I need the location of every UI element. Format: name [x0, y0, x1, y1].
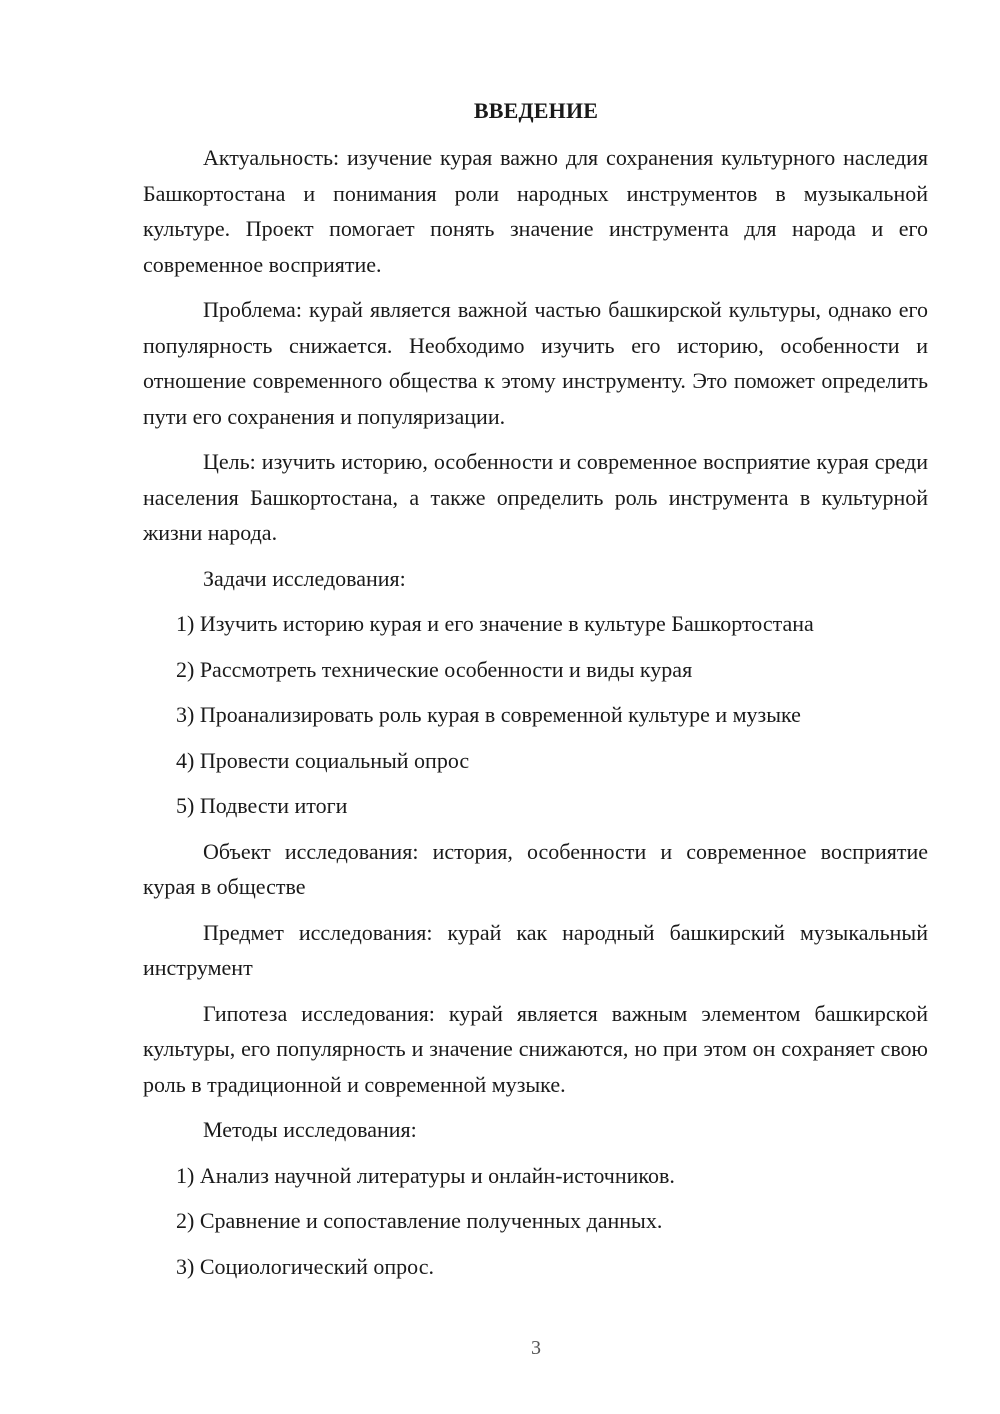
page-title: ВВЕДЕНИЕ	[473, 98, 599, 123]
methods-heading: Методы исследования:	[203, 1117, 417, 1142]
list-item: 3) Проанализировать роль курая в современной культуре и музыке	[176, 702, 801, 727]
subject-paragraph: Предмет исследования: курай как народный башкирский музыкальный инструмент	[143, 919, 928, 980]
list-item: 1) Анализ научной литературы и онлайн-источников.	[176, 1162, 675, 1188]
page-number: 3	[531, 1337, 541, 1359]
tasks-list	[143, 606, 928, 824]
list-item: 2) Рассмотреть технические особенности и виды курая	[176, 656, 693, 682]
page-body	[143, 140, 928, 1294]
object-paragraph: Объект исследования: история, особенности и современное восприятие курая в обществе	[143, 838, 928, 899]
tasks-heading: Задачи исследования:	[203, 565, 406, 591]
list-item: 3) Социологический опрос.	[176, 1253, 434, 1279]
relevance-paragraph: Актуальность: изучение курая важно для сохранения культурного наследия Башкортостана и понимания роли народных инструментов в музыкальной культуре. Проект помогает понять значение инструмента для народа и его современное восприятие.	[143, 145, 928, 277]
methods-list	[143, 1158, 928, 1285]
hypothesis-paragraph: Гипотеза исследования: курай является важным элементом башкирской культуры, его популярность и значение снижаются, но при этом он сохраняет свою роль в традиционной и современной музыке.	[143, 1000, 928, 1097]
list-item: 2) Сравнение и сопоставление полученных данных.	[176, 1208, 663, 1233]
list-item: 5) Подвести итоги	[176, 793, 348, 818]
problem-paragraph: Проблема: курай является важной частью башкирской культуры, однако его популярность снижается. Необходимо изучить его историю, особенности и отношение современного общества к этому инструменту. Это поможет определить пути его сохранения и популяризации.	[143, 297, 928, 429]
goal-paragraph: Цель: изучить историю, особенности и современное восприятие курая среди населения Башкортостана, а также определить роль инструмента в культурной жизни народа.	[143, 449, 928, 545]
list-item: 1) Изучить историю курая и его значение в культуре Башкортостана	[176, 611, 814, 636]
list-item: 4) Провести социальный опрос	[176, 747, 470, 773]
